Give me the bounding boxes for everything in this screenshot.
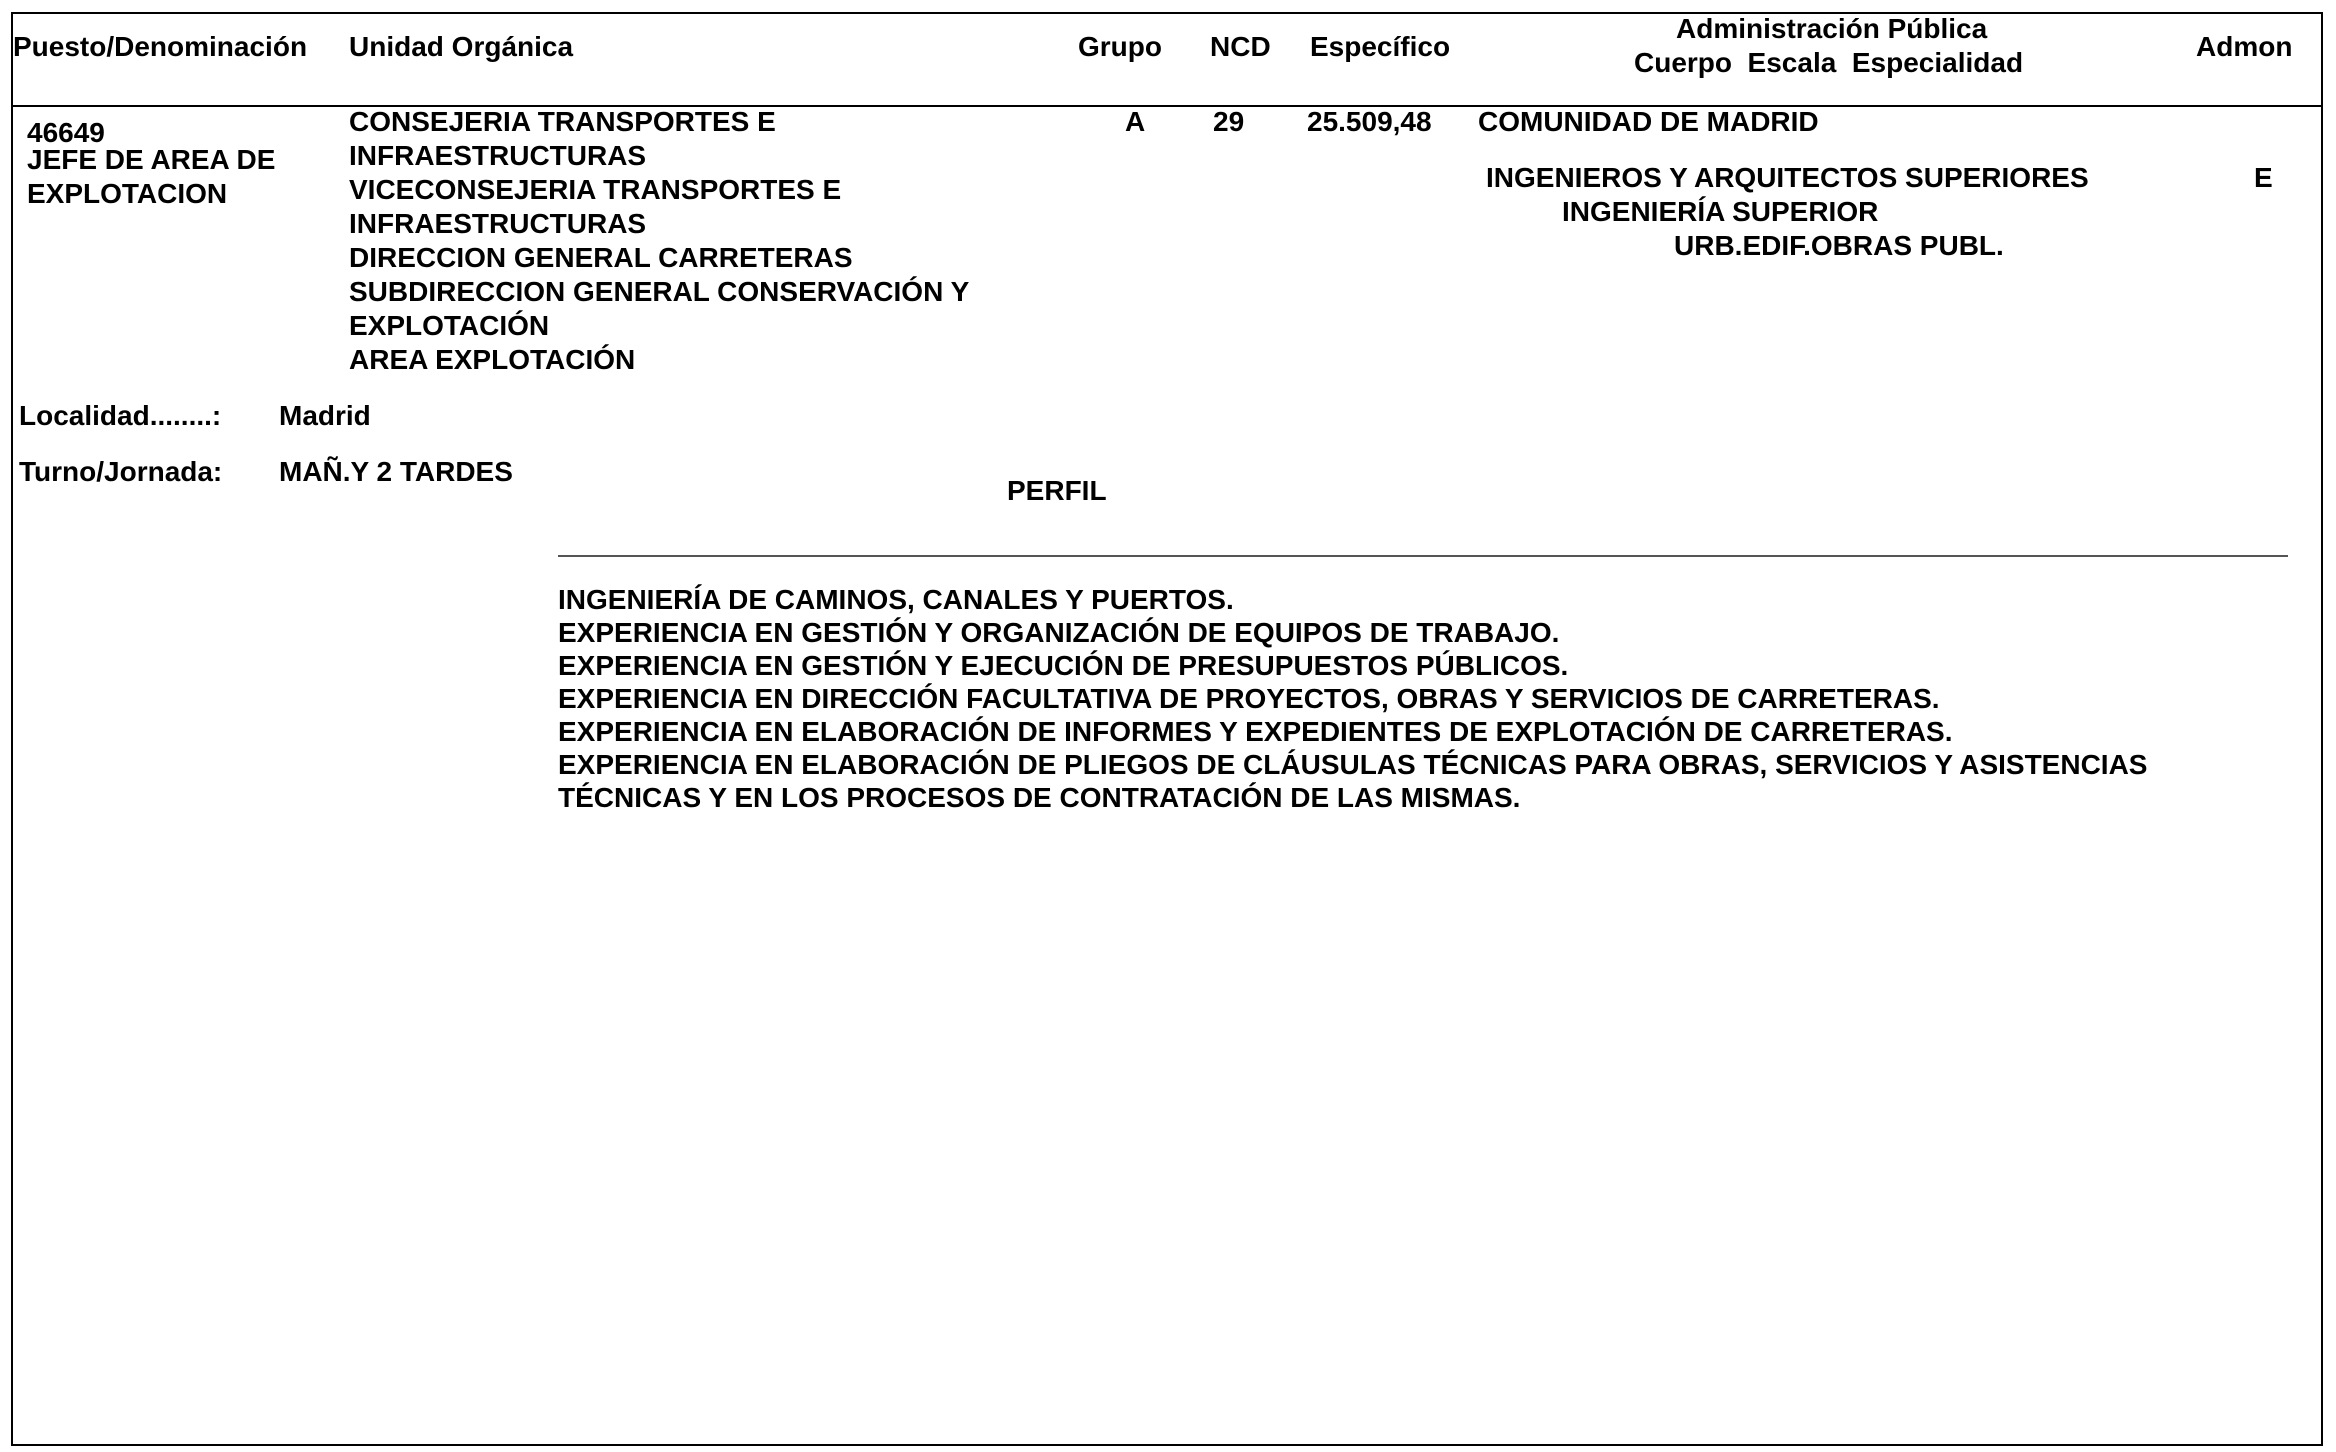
record-grupo: A xyxy=(1125,106,1146,137)
perfil-line-3: EXPERIENCIA EN GESTIÓN Y EJECUCIÓN DE PRESUPUESTOS PÚBLICOS. xyxy=(558,650,1569,681)
record-especialidad: URB.EDIF.OBRAS PUBL. xyxy=(1674,230,2004,261)
perfil-line-5: EXPERIENCIA EN ELABORACIÓN DE INFORMES Y EXPEDIENTES DE EXPLOTACIÓN DE CARRETERAS. xyxy=(558,716,1953,747)
perfil-divider xyxy=(558,555,2288,557)
record-escala: INGENIERÍA SUPERIOR xyxy=(1562,196,1879,227)
unidad-line-2: INFRAESTRUCTURAS xyxy=(349,140,647,171)
record-admon: E xyxy=(2254,162,2273,193)
perfil-line-7: TÉCNICAS Y EN LOS PROCESOS DE CONTRATACIÓN DE LAS MISMAS. xyxy=(558,782,1521,813)
record-denominacion-1: JEFE DE AREA DE xyxy=(27,144,276,175)
header-ncd: NCD xyxy=(1210,31,1271,62)
perfil-title: PERFIL xyxy=(1007,475,1107,506)
record-ncd: 29 xyxy=(1213,106,1245,137)
turno-label: Turno/Jornada: xyxy=(19,456,223,487)
header-especifico: Específico xyxy=(1310,31,1451,62)
perfil-line-6: EXPERIENCIA EN ELABORACIÓN DE PLIEGOS DE CLÁUSULAS TÉCNICAS PARA OBRAS, SERVICIOS Y ASISTENCIAS xyxy=(558,749,2148,780)
record-especifico: 25.509,48 xyxy=(1307,106,1432,137)
unidad-line-6: SUBDIRECCION GENERAL CONSERVACIÓN Y xyxy=(349,276,970,307)
unidad-line-5: DIRECCION GENERAL CARRETERAS xyxy=(349,242,853,273)
localidad-label: Localidad........: xyxy=(19,400,222,431)
unidad-line-4: INFRAESTRUCTURAS xyxy=(349,208,647,239)
header-cuerpo-escala: Cuerpo Escala Especialidad xyxy=(1634,47,2024,78)
header-unidad: Unidad Orgánica xyxy=(349,31,574,62)
record-administracion: COMUNIDAD DE MADRID xyxy=(1478,106,1819,137)
header-grupo: Grupo xyxy=(1078,31,1162,62)
record-codigo: 46649 xyxy=(27,117,105,148)
perfil-line-4: EXPERIENCIA EN DIRECCIÓN FACULTATIVA DE PROYECTOS, OBRAS Y SERVICIOS DE CARRETERAS. xyxy=(558,683,1940,714)
localidad-value: Madrid xyxy=(279,400,371,431)
unidad-line-7: EXPLOTACIÓN xyxy=(349,310,550,341)
unidad-line-1: CONSEJERIA TRANSPORTES E xyxy=(349,106,776,137)
turno-value: MAÑ.Y 2 TARDES xyxy=(279,456,513,487)
unidad-line-3: VICECONSEJERIA TRANSPORTES E xyxy=(349,174,842,205)
header-puesto: Puesto/Denominación xyxy=(13,31,308,62)
perfil-line-1: INGENIERÍA DE CAMINOS, CANALES Y PUERTOS. xyxy=(558,584,1234,615)
record-denominacion-2: EXPLOTACION xyxy=(27,178,228,209)
record-cuerpo: INGENIEROS Y ARQUITECTOS SUPERIORES xyxy=(1486,162,2089,193)
header-admon: Admon xyxy=(2196,31,2293,62)
unidad-line-8: AREA EXPLOTACIÓN xyxy=(349,344,636,375)
header-admin-publica: Administración Pública xyxy=(1676,13,1988,44)
perfil-line-2: EXPERIENCIA EN GESTIÓN Y ORGANIZACIÓN DE EQUIPOS DE TRABAJO. xyxy=(558,617,1560,648)
